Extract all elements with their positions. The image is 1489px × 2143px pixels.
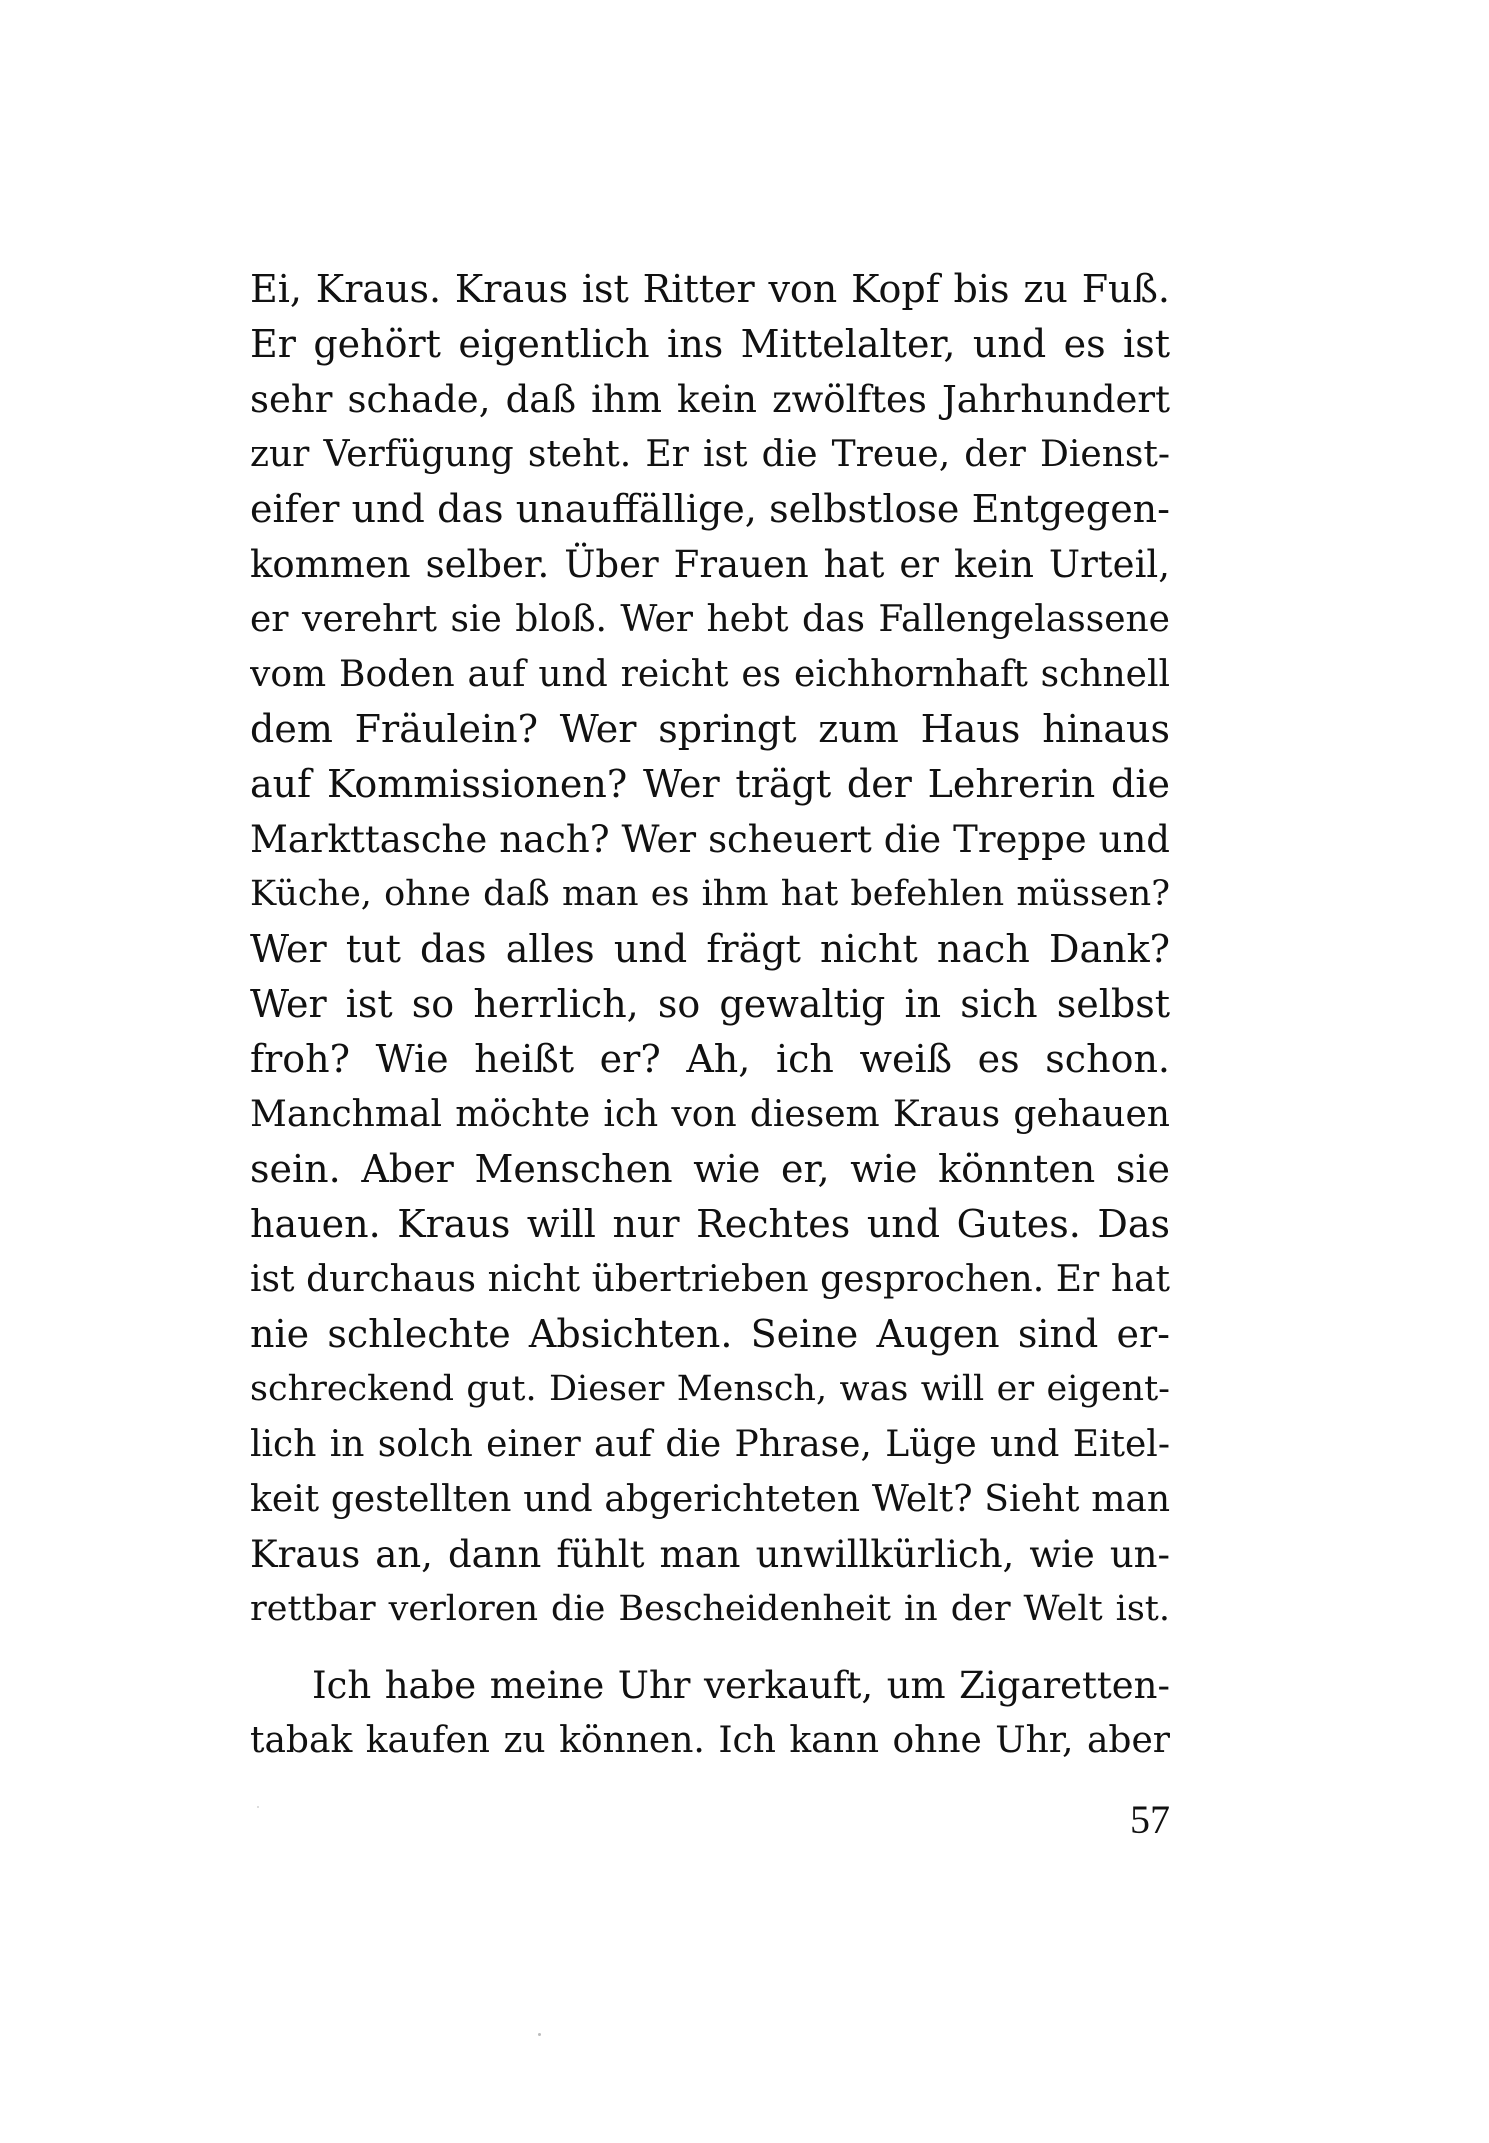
- text-line: auf Kommissionen? Wer trägt der Lehrerin die: [250, 762, 1170, 806]
- paper-speck: [257, 1806, 259, 1808]
- paragraph-2: [250, 1658, 1170, 1768]
- text-line: dem Fräulein? Wer springt zum Haus hinaus: [250, 707, 1170, 751]
- text-line: zur Verfügung steht. Er ist die Treue, der Dienst-: [250, 434, 1170, 475]
- paper-speck: [538, 2033, 541, 2036]
- text-line: Küche, ohne daß man es ihm hat befehlen müssen?: [250, 874, 1170, 914]
- text-line: Ich habe meine Uhr verkauft, um Zigaretten-: [312, 1664, 1170, 1707]
- text-line: Wer ist so herrlich, so gewaltig in sich selbst: [250, 982, 1170, 1026]
- text-line: ist durchaus nicht übertrieben gesprochen. Er hat: [250, 1259, 1170, 1300]
- text-line: Kraus an, dann fühlt man unwillkürlich, wie un-: [250, 1533, 1170, 1576]
- paragraph-1: [250, 262, 1170, 1637]
- text-line: Markttasche nach? Wer scheuert die Treppe und: [250, 818, 1170, 861]
- page-number: 57: [1130, 1797, 1170, 1842]
- text-line: kommen selber. Über Frauen hat er kein Urteil,: [250, 543, 1170, 586]
- text-line: lich in solch einer auf die Phrase, Lüge und Eitel-: [250, 1424, 1170, 1465]
- text-line: rettbar verloren die Bescheidenheit in der Welt ist.: [250, 1589, 1170, 1629]
- text-line: Er gehört eigentlich ins Mittelalter, und es ist: [250, 322, 1170, 366]
- text-line: vom Boden auf und reicht es eichhornhaft schnell: [250, 654, 1170, 695]
- text-line: Manchmal möchte ich von diesem Kraus gehauen: [250, 1094, 1170, 1135]
- text-line: schreckend gut. Dieser Mensch, was will er eigent-: [250, 1369, 1170, 1409]
- text-line: Ei, Kraus. Kraus ist Ritter von Kopf bis zu Fuß.: [250, 267, 1170, 311]
- text-line: Wer tut das alles und frägt nicht nach Dank?: [250, 927, 1170, 971]
- text-line: sein. Aber Menschen wie er, wie könnten sie: [250, 1147, 1170, 1191]
- text-line: er verehrt sie bloß. Wer hebt das Fallengelassene: [250, 599, 1170, 640]
- text-line: keit gestellten und abgerichteten Welt? Sieht man: [250, 1479, 1170, 1520]
- text-line: nie schlechte Absichten. Seine Augen sind er-: [250, 1312, 1170, 1356]
- text-line: tabak kaufen zu können. Ich kann ohne Uhr, aber: [250, 1720, 1170, 1761]
- text-line: sehr schade, daß ihm kein zwölftes Jahrhundert: [250, 378, 1170, 421]
- text-line: froh? Wie heißt er? Ah, ich weiß es schon.: [250, 1037, 1170, 1081]
- text-line: eifer und das unauffällige, selbstlose Entgegen-: [250, 487, 1170, 531]
- text-line: hauen. Kraus will nur Rechtes und Gutes. Das: [250, 1202, 1170, 1246]
